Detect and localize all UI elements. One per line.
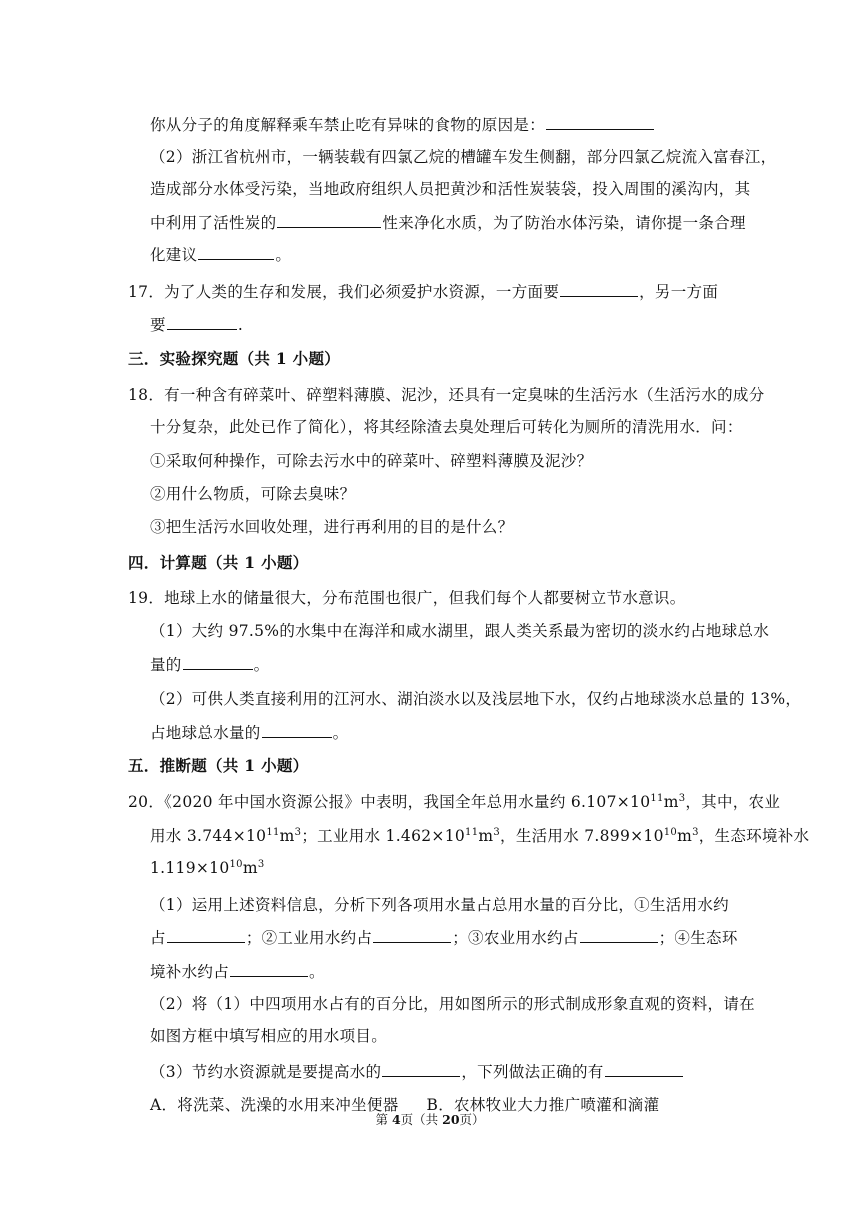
answer-blank[interactable] (262, 721, 332, 738)
q16-part2-line1: （2）浙江省杭州市，一辆装载有四氯乙烷的槽罐车发生侧翻，部分四氯乙烷流入富春江， (150, 148, 777, 166)
q17-line1: 17．为了人类的生存和发展，我们必须爱护水资源，一方面要 ，另一方面 (128, 280, 718, 303)
option-a: A．将洗菜、洗澡的水用来冲坐便器 (150, 1096, 399, 1114)
q20-part2-line2: 如图方框中填写相应的用水项目。 (150, 1027, 388, 1045)
q20-line1: 20．《2020 年中国水资源公报》中表明，我国全年总用水量约 $6.107\times 10^{11}m^3$，其中，农业 (128, 793, 781, 811)
q20-line2: 用水 $3.744\times 10^{11}m^3$；工业用水 $1.462\times 10^{11}m^3$，生活用水 $7.899\times 10^{10}m^3$，生态环境补水 (150, 827, 810, 845)
answer-blank[interactable] (277, 211, 381, 228)
page-footer: 第 4页（共 20页） (375, 1112, 485, 1127)
q19-line1: 19．地球上水的储量很大，分布范围也很广，但我们每个人都要树立节水意识。 (128, 589, 686, 607)
total-pages: 20 (442, 1112, 460, 1127)
answer-blank[interactable] (382, 1060, 460, 1077)
q20-line3: $1.119\times 10^{10}m^3$ (150, 859, 265, 877)
section-heading-5: 五．推断题（共 1 小题） (128, 756, 309, 775)
answer-blank[interactable] (183, 653, 253, 670)
answer-blank[interactable] (167, 926, 245, 943)
section-heading-3: 三．实验探究题（共 1 小题） (128, 349, 341, 368)
q20-part3-line1: （3）节约水资源就是要提高水的 ，下列做法正确的有 (150, 1060, 684, 1083)
answer-blank[interactable] (580, 926, 658, 943)
q16-line1: 你从分子的角度解释乘车禁止吃有异味的食物的原因是： (150, 113, 655, 136)
q20-part1-line3: 境补水约占 。 (150, 960, 325, 983)
option-b: B．农林牧业大力推广喷灌和滴灌 (426, 1096, 660, 1114)
q16-part2-line3: 中利用了活性炭的 性来净化水质，为了防治水体污染，请你提一条合理 (150, 211, 746, 234)
q20-part1-line1: （1）运用上述资料信息，分析下列各项用水量占总用水量的百分比，①生活用水约 (150, 896, 729, 914)
q18-line1: 18．有一种含有碎菜叶、碎塑料薄膜、泥沙，还具有一定臭味的生活污水（生活污水的成分 (128, 386, 765, 404)
q19-part1-line1: （1）大约 97.5%的水集中在海洋和咸水湖里，跟人类关系最为密切的淡水约占地球总水 (150, 622, 770, 640)
q18-line2: 十分复杂，此处已作了简化），将其经除渣去臭处理后可转化为厕所的清洗用水．问： (150, 418, 743, 436)
answer-blank[interactable] (373, 926, 451, 943)
answer-blank[interactable] (167, 313, 237, 330)
q19-part2-line2: 占地球总水量的 。 (150, 721, 348, 744)
q17-line2: 要 . (150, 313, 243, 336)
q20-part1-line2: 占 ；②工业用水约占 ；③农业用水约占 ；④生态环 (150, 926, 738, 949)
q18-item2: ②用什么物质，可除去臭味？ (150, 485, 356, 503)
q16-part2-line2: 造成部分水体受污染，当地政府组织人员把黄沙和活性炭装袋，投入周围的溪沟内，其 (150, 180, 751, 198)
answer-blank[interactable] (546, 113, 654, 130)
answer-blank[interactable] (560, 280, 638, 297)
current-page-number: 4 (391, 1112, 401, 1127)
answer-blank[interactable] (198, 243, 274, 260)
q19-part1-line2: 量的 。 (150, 653, 269, 676)
answer-blank[interactable] (230, 960, 308, 977)
section-heading-4: 四．计算题（共 1 小题） (128, 553, 309, 572)
q16-part2-line4: 化建议 。 (150, 243, 291, 266)
q19-part2-line1: （2）可供人类直接利用的江河水、湖泊淡水以及浅层地下水，仅约占地球淡水总量的 13%， (150, 690, 802, 708)
q18-item1: ①采取何种操作，可除去污水中的碎菜叶、碎塑料薄膜及泥沙？ (150, 452, 593, 470)
q18-item3: ③把生活污水回收处理，进行再利用的目的是什么？ (150, 518, 514, 536)
q20-part2-line1: （2）将（1）中四项用水占有的百分比，用如图所示的形式制成形象直观的资料，请在 (150, 995, 755, 1013)
answer-blank[interactable] (605, 1060, 683, 1077)
